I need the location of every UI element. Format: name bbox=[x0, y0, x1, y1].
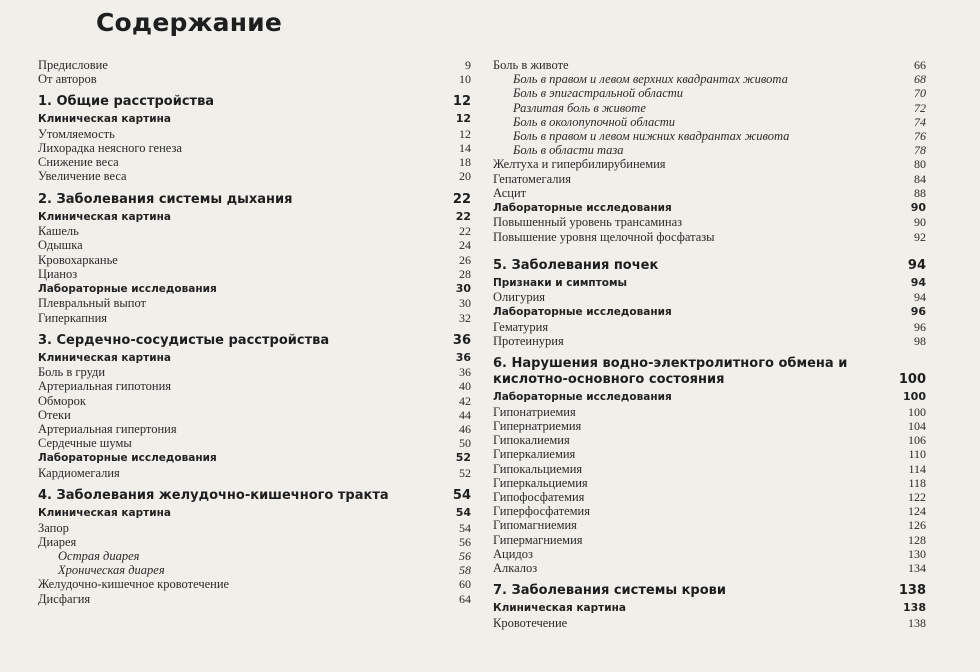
toc-page-number: 118 bbox=[908, 475, 926, 490]
toc-page-number: 66 bbox=[914, 58, 926, 72]
toc-page-number: 56 bbox=[459, 534, 471, 549]
toc-entry-title: Гипернатриемия bbox=[493, 419, 582, 433]
toc-page-number: 88 bbox=[914, 185, 926, 200]
toc-page-number: 94 bbox=[914, 290, 926, 305]
toc-chapter-heading bbox=[493, 583, 926, 599]
toc-entry-title: Гипофосфатемия bbox=[493, 489, 585, 504]
toc-section-heading bbox=[38, 210, 471, 225]
toc-subentry bbox=[493, 115, 926, 129]
toc-entry-title: Кардиомегалия bbox=[38, 465, 120, 480]
toc-subentry bbox=[38, 563, 471, 577]
toc-section-heading bbox=[38, 351, 471, 366]
toc-entry-title: Клиническая картина bbox=[493, 602, 626, 615]
toc-page-number: 36 bbox=[455, 350, 471, 364]
toc-page-number: 26 bbox=[459, 252, 471, 267]
toc-section-heading bbox=[38, 112, 471, 127]
toc-entry bbox=[493, 518, 926, 532]
toc-page-number: 122 bbox=[908, 489, 926, 504]
toc-page-number: 78 bbox=[914, 143, 926, 158]
toc-entry-title: Дисфагия bbox=[38, 591, 91, 606]
toc-entry-title: Плевральный выпот bbox=[38, 296, 147, 311]
toc-page-number: 10 bbox=[459, 72, 471, 87]
toc-entry-title: Боль в правом и левом нижних квадрантах живота bbox=[513, 128, 790, 143]
toc-subentry bbox=[493, 101, 926, 115]
page-title: Содержание bbox=[96, 8, 283, 37]
toc-page-number: 56 bbox=[459, 548, 471, 563]
toc-entry-title: 1. Общие расстройства bbox=[38, 94, 215, 110]
toc-page-number: 20 bbox=[459, 169, 471, 184]
toc-page-number: 36 bbox=[459, 365, 471, 380]
toc-entry-title: Клиническая картина bbox=[38, 351, 171, 364]
toc-page-number: 104 bbox=[908, 419, 926, 433]
toc-page-number: 22 bbox=[452, 191, 471, 207]
toc-page-number: 24 bbox=[459, 238, 471, 253]
toc-section-heading bbox=[38, 451, 471, 466]
toc-entry bbox=[38, 422, 471, 436]
toc-entry-title: 5. Заболевания почек bbox=[493, 257, 659, 273]
toc-page-number: 40 bbox=[459, 379, 471, 394]
toc-page-number: 52 bbox=[455, 451, 471, 465]
toc-entry bbox=[38, 535, 471, 549]
toc-entry-title: Артериальная гипертония bbox=[38, 422, 177, 436]
toc-entry-title: Кашель bbox=[38, 224, 79, 239]
toc-entry-title: Гипонатриемия bbox=[493, 404, 576, 419]
toc-entry bbox=[493, 215, 926, 229]
toc-page-number: 50 bbox=[459, 436, 471, 451]
toc-entry-title: Алкалоз bbox=[493, 560, 538, 575]
toc-page-number: 96 bbox=[910, 305, 926, 319]
toc-entry-title: Лихорадка неясного генеза bbox=[38, 141, 182, 156]
toc-page-number: 138 bbox=[898, 583, 926, 599]
toc-entry-title: Хроническая диарея bbox=[58, 563, 165, 578]
toc-entry bbox=[38, 296, 471, 310]
toc-entry-title: Лабораторные исследования bbox=[493, 201, 672, 214]
toc-page-number: 18 bbox=[459, 155, 471, 170]
toc-page-number: 36 bbox=[452, 332, 471, 348]
toc-chapter-heading bbox=[493, 258, 926, 274]
toc-entry bbox=[38, 155, 471, 169]
toc-entry bbox=[38, 127, 471, 141]
toc-page-number: 100 bbox=[903, 390, 926, 404]
toc-page-number: 98 bbox=[914, 334, 926, 349]
toc-page-number: 60 bbox=[459, 577, 471, 592]
toc-entry bbox=[38, 311, 471, 325]
toc-section-heading bbox=[493, 305, 926, 320]
toc-page-number: 100 bbox=[898, 372, 926, 388]
toc-entry-title: 2. Заболевания системы дыхания bbox=[38, 191, 293, 207]
toc-page-number: 124 bbox=[908, 504, 926, 519]
toc-entry-title: Гиперкалиемия bbox=[493, 447, 576, 462]
toc-page-number: 52 bbox=[459, 465, 471, 480]
toc-entry-title: Увеличение веса bbox=[38, 169, 127, 184]
toc-section-heading bbox=[38, 282, 471, 297]
toc-entry bbox=[38, 379, 471, 393]
spacer bbox=[493, 244, 926, 250]
toc-entry bbox=[493, 433, 926, 447]
toc-page-number: 100 bbox=[908, 404, 926, 419]
toc-entry-title: Гиперкальциемия bbox=[493, 475, 588, 490]
toc-entry-title: Цианоз bbox=[38, 266, 78, 281]
toc-page-number: 54 bbox=[459, 520, 471, 535]
toc-page-number: 84 bbox=[914, 171, 926, 186]
toc-section-heading bbox=[493, 390, 926, 405]
toc-entry-title: 3. Сердечно-сосудистые расстройства bbox=[38, 332, 330, 348]
toc-entry-title: Клиническая картина bbox=[38, 113, 171, 126]
toc-page-number: 138 bbox=[903, 601, 926, 615]
toc-page-number: 126 bbox=[908, 518, 926, 533]
toc-entry-title: Желтуха и гипербилирубинемия bbox=[493, 157, 666, 172]
toc-page-number: 72 bbox=[914, 100, 926, 115]
toc-entry bbox=[38, 521, 471, 535]
toc-entry bbox=[38, 436, 471, 450]
toc-entry bbox=[493, 230, 926, 244]
toc-entry-title: Артериальная гипотония bbox=[38, 379, 172, 394]
toc-entry-title: Признаки и симптомы bbox=[493, 276, 628, 289]
toc-entry bbox=[493, 157, 926, 171]
toc-entry bbox=[493, 490, 926, 504]
toc-entry bbox=[38, 267, 471, 281]
toc-page-number: 28 bbox=[459, 266, 471, 281]
toc-page-number: 22 bbox=[455, 209, 471, 223]
toc-entry-title: Повышение уровня щелочной фосфатазы bbox=[493, 229, 715, 244]
toc-chapter-heading bbox=[493, 356, 926, 388]
toc-entry-title: Боль в животе bbox=[493, 58, 569, 72]
toc-entry-title: Гипермагниемия bbox=[493, 532, 583, 547]
toc-page-number: 70 bbox=[914, 86, 926, 101]
toc-page-number: 94 bbox=[910, 275, 926, 289]
toc-entry-title: Асцит bbox=[493, 185, 527, 200]
toc-entry-title: Лабораторные исследования bbox=[493, 306, 672, 319]
toc-entry-title: Запор bbox=[38, 520, 69, 535]
toc-page-number: 44 bbox=[459, 407, 471, 422]
toc-entry-title: Острая диарея bbox=[58, 548, 140, 563]
toc-entry-title: 6. Нарушения водно-электролитного обмена и кислотно-основного состояния bbox=[493, 356, 848, 388]
toc-entry-title: Ацидоз bbox=[493, 546, 533, 561]
toc-entry-title: Гематурия bbox=[493, 319, 549, 334]
toc-subentry bbox=[493, 129, 926, 143]
toc-entry-title: Протеинурия bbox=[493, 334, 564, 349]
toc-section-heading bbox=[493, 276, 926, 291]
toc-page-number: 42 bbox=[459, 393, 471, 408]
toc-entry-title: Обморок bbox=[38, 393, 86, 408]
toc-page-number: 80 bbox=[914, 157, 926, 172]
toc-entry bbox=[493, 447, 926, 461]
toc-entry-title: Кровотечение bbox=[493, 615, 568, 630]
toc-page-number: 54 bbox=[455, 506, 471, 520]
toc-page-number: 134 bbox=[908, 560, 926, 575]
toc-entry bbox=[38, 466, 471, 480]
toc-entry bbox=[493, 405, 926, 419]
toc-entry-title: Гипомагниемия bbox=[493, 518, 577, 533]
toc-page-number: 32 bbox=[459, 310, 471, 325]
toc-entry-title: Гепатомегалия bbox=[493, 171, 571, 186]
toc-section-heading bbox=[493, 201, 926, 216]
toc-entry-title: Повышенный уровень трансаминаз bbox=[493, 215, 683, 230]
toc-entry-title: Лабораторные исследования bbox=[38, 452, 217, 465]
toc-page-number: 46 bbox=[459, 422, 471, 436]
toc-page-number: 22 bbox=[459, 224, 471, 239]
toc-section-heading bbox=[38, 506, 471, 521]
toc-page-number: 30 bbox=[455, 281, 471, 295]
toc-page-number: 14 bbox=[459, 141, 471, 156]
toc-page-number: 12 bbox=[459, 126, 471, 141]
toc-entry bbox=[38, 592, 471, 606]
toc-section-heading bbox=[493, 601, 926, 616]
toc-page-number: 12 bbox=[452, 94, 471, 110]
toc-entry-title: Одышка bbox=[38, 238, 83, 253]
toc-entry-title: Лабораторные исследования bbox=[38, 282, 217, 295]
toc-page-number: 58 bbox=[459, 563, 471, 578]
toc-entry-title: Кровохарканье bbox=[38, 252, 118, 267]
toc-entry bbox=[38, 58, 471, 72]
toc-entry-title: Боль в околопупочной области bbox=[513, 114, 676, 129]
toc-right-column bbox=[493, 58, 926, 630]
toc-entry-title: Снижение веса bbox=[38, 155, 119, 170]
toc-entry-title: Клиническая картина bbox=[38, 210, 171, 223]
toc-chapter-heading bbox=[38, 94, 471, 110]
toc-entry bbox=[493, 561, 926, 575]
toc-entry bbox=[493, 172, 926, 186]
toc-entry bbox=[493, 290, 926, 304]
toc-entry bbox=[493, 186, 926, 200]
toc-entry bbox=[38, 408, 471, 422]
toc-entry-title: Боль в области таза bbox=[513, 143, 624, 158]
toc-entry bbox=[493, 504, 926, 518]
toc-entry bbox=[38, 253, 471, 267]
toc-entry bbox=[493, 58, 926, 72]
toc-entry bbox=[38, 224, 471, 238]
toc-entry-title: Гиперфосфатемия bbox=[493, 504, 590, 519]
toc-subentry bbox=[38, 549, 471, 563]
toc-entry bbox=[493, 419, 926, 433]
toc-page-number: 90 bbox=[914, 215, 926, 230]
toc-chapter-heading bbox=[38, 192, 471, 208]
toc-page-number: 54 bbox=[452, 488, 471, 504]
toc-entry-title: Клиническая картина bbox=[38, 507, 171, 520]
toc-entry-title: Отеки bbox=[38, 407, 71, 422]
toc-page-number: 9 bbox=[465, 58, 471, 72]
toc-page-number: 106 bbox=[908, 433, 926, 448]
toc-entry-title: Гипокальциемия bbox=[493, 461, 583, 476]
toc-page-number: 94 bbox=[907, 257, 926, 273]
toc-page-number: 130 bbox=[908, 546, 926, 561]
toc-page-number: 64 bbox=[459, 591, 471, 606]
toc-entry-title: Боль в груди bbox=[38, 365, 106, 380]
toc-entry bbox=[493, 547, 926, 561]
toc-page-number: 96 bbox=[914, 319, 926, 334]
toc-entry bbox=[38, 72, 471, 86]
toc-entry-title: От авторов bbox=[38, 72, 97, 87]
toc-entry bbox=[38, 394, 471, 408]
toc-page-number: 68 bbox=[914, 72, 926, 87]
toc-entry-title: Боль в эпигастральной области bbox=[513, 86, 684, 101]
toc-entry-title: 4. Заболевания желудочно-кишечного тракта bbox=[38, 488, 389, 504]
toc-entry-title: Олигурия bbox=[493, 290, 546, 305]
toc-page-number: 92 bbox=[914, 229, 926, 244]
toc-page-number: 114 bbox=[908, 461, 926, 476]
toc-page-number: 74 bbox=[914, 114, 926, 129]
toc-page-number: 90 bbox=[910, 200, 926, 214]
toc-entry bbox=[493, 533, 926, 547]
toc-entry-title: Лабораторные исследования bbox=[493, 391, 672, 404]
toc-entry-title: Желудочно-кишечное кровотечение bbox=[38, 577, 230, 592]
toc-page-number: 76 bbox=[914, 128, 926, 143]
toc-entry-title: Утомляемость bbox=[38, 126, 115, 141]
toc-page-number: 110 bbox=[908, 447, 926, 462]
toc-entry bbox=[38, 577, 471, 591]
toc-entry-title: Предисловие bbox=[38, 58, 108, 72]
toc-entry bbox=[38, 238, 471, 252]
toc-entry-title: Сердечные шумы bbox=[38, 436, 132, 451]
toc-subentry bbox=[493, 86, 926, 100]
toc-entry bbox=[38, 169, 471, 183]
toc-subentry bbox=[493, 72, 926, 86]
toc-page-number: 128 bbox=[908, 532, 926, 547]
toc-entry-title: Гиперкапния bbox=[38, 310, 108, 325]
toc-entry-title: Боль в правом и левом верхних квадрантах живота bbox=[513, 72, 788, 87]
toc-entry bbox=[493, 334, 926, 348]
toc-entry bbox=[493, 320, 926, 334]
toc-entry bbox=[38, 365, 471, 379]
toc-left-column bbox=[38, 58, 471, 606]
toc-entry-title: Гипокалиемия bbox=[493, 433, 570, 448]
toc-entry-title: Диарея bbox=[38, 534, 77, 549]
toc-page-number: 12 bbox=[455, 112, 471, 126]
toc-page-number: 30 bbox=[459, 296, 471, 311]
toc-subentry bbox=[493, 143, 926, 157]
toc-entry bbox=[493, 476, 926, 490]
toc-entry bbox=[38, 141, 471, 155]
toc-entry bbox=[493, 462, 926, 476]
toc-chapter-heading bbox=[38, 488, 471, 504]
toc-entry-title: Разлитая боль в животе bbox=[513, 100, 646, 115]
toc-chapter-heading bbox=[38, 333, 471, 349]
toc-entry bbox=[493, 616, 926, 630]
toc-entry-title: 7. Заболевания системы крови bbox=[493, 583, 727, 599]
toc-page-number: 138 bbox=[908, 615, 926, 630]
